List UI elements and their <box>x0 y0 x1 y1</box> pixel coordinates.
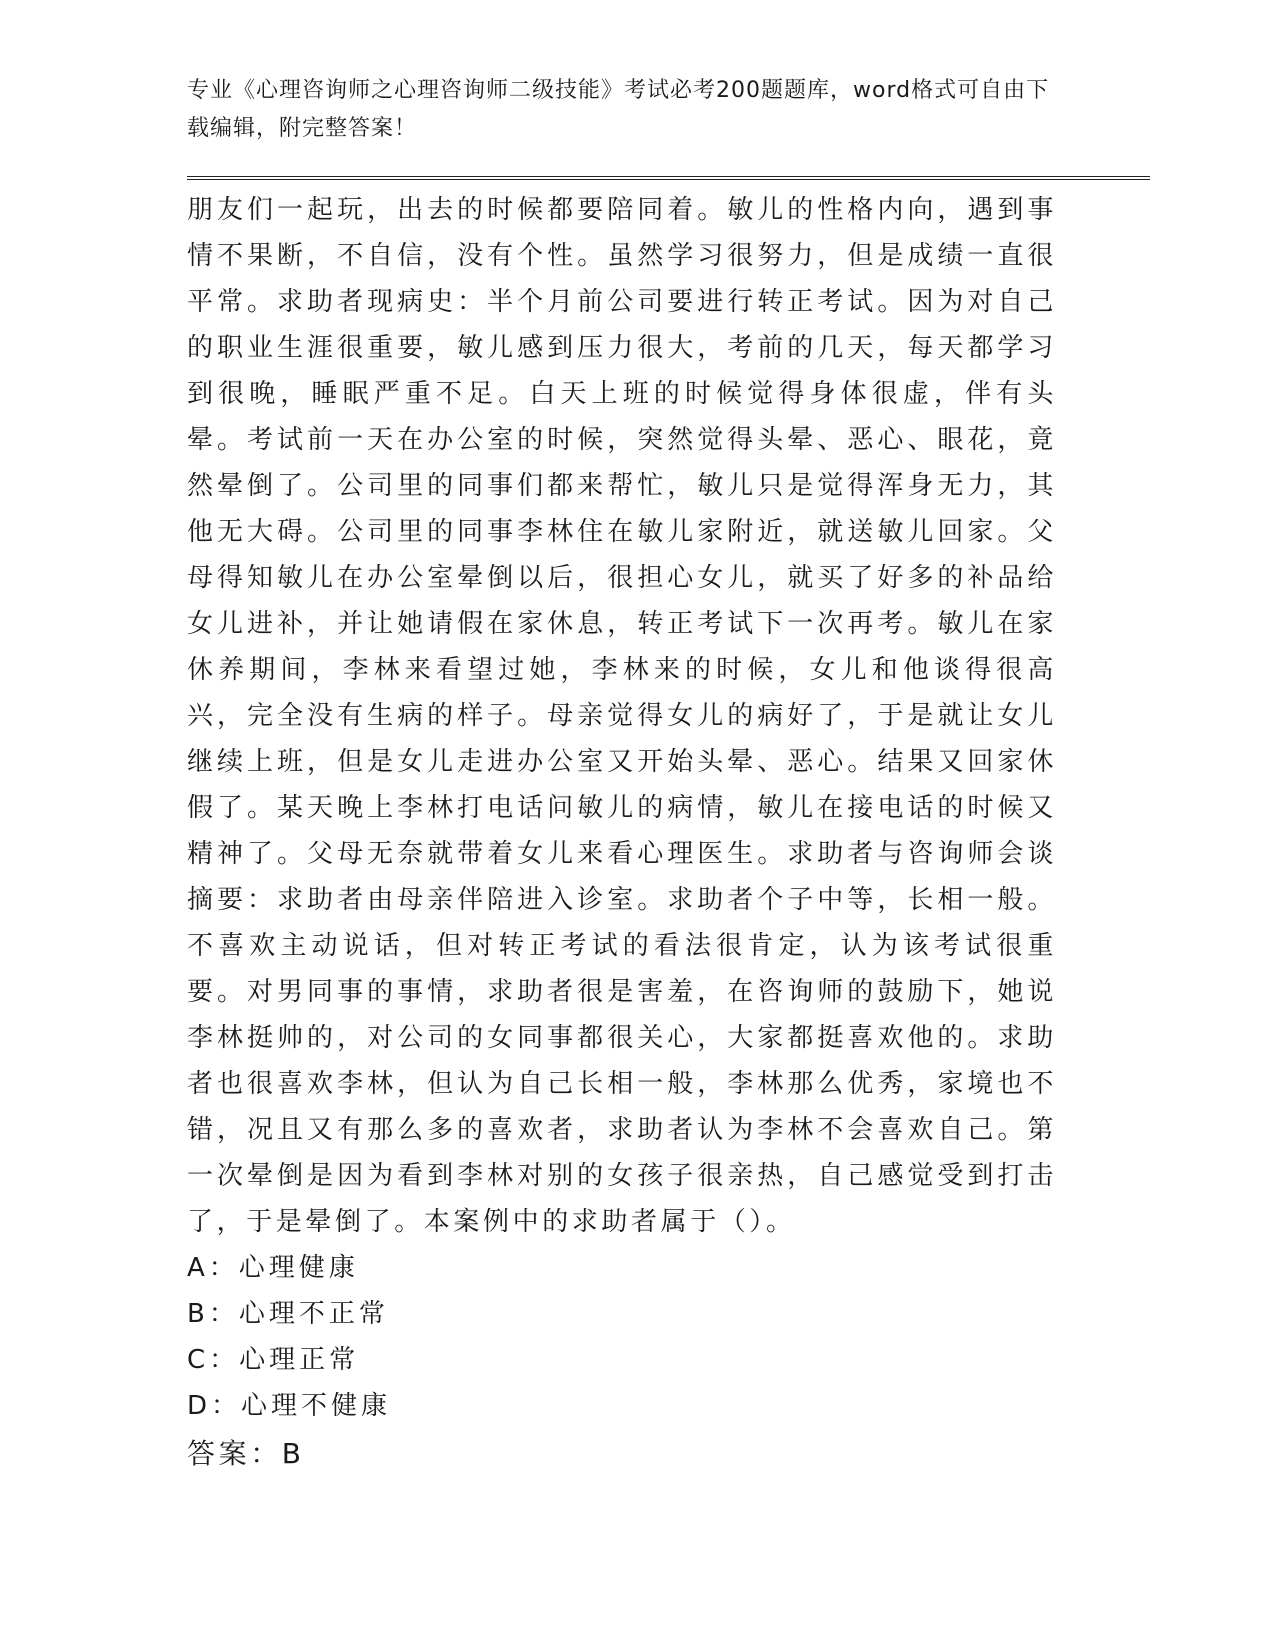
question-body <box>187 187 1057 1477</box>
page-header: 专业《心理咨询师之心理咨询师二级技能》考试必考200题题库，word格式可自由下载编辑，附完整答案！ <box>187 78 1050 141</box>
option-d: D：心理不健康 <box>187 1391 392 1421</box>
answer-line: 答案：B <box>187 1437 305 1470</box>
question-passage: 朋友们一起玩，出去的时候都要陪同着。敏儿的性格内向，遇到事情不果断，不自信，没有个性。虽然学习很努力，但是成绩一直很平常。求助者现病史：半个月前公司要进行转正考试。因为对自己的职业生涯很重要，敏儿感到压力很大，考前的几天，每天都学习到很晚，睡眠严重不足。白天上班的时候觉得身体很虚，伴有头晕。考试前一天在办公室的时候，突然觉得头晕、恶心、眼花，竟然晕倒了。公司里的同事们都来帮忙，敏儿只是觉得浑身无力，其他无大碍。公司里的同事李林住在敏儿家附近，就送敏儿回家。父母得知敏儿在办公室晕倒以后，很担心女儿，就买了好多的补品给女儿进补，并让她请假在家休息，转正考试下一次再考。敏儿在家休养期间，李林来看望过她，李林来的时候，女儿和他谈得很高兴，完全没有生病的样子。母亲觉得女儿的病好了，于是就让女儿继续上班，但是女儿走进办公室又开始头晕、恶心。结果又回家休假了。某天晚上李林打电话问敏儿的病情，敏儿在接电话的时候又精神了。父母无奈就带着女儿来看心理医生。求助者与咨询师会谈摘要：求助者由母亲伴陪进入诊室。求助者个子中等，长相一般。不喜欢主动说话，但对转正考试的看法很肯定，认为该考试很重要。对男同事的事情，求助者很是害羞，在咨询师的鼓励下，她说李林挺帅的，对公司的女同事都很关心，大家都挺喜欢他的。求助者也很喜欢李林，但认为自己长相一般，李林那么优秀，家境也不错，况且又有那么多的喜欢者，求助者认为李林不会喜欢自己。第一次晕倒是因为看到李林对别的女孩子很亲热，自己感觉受到打击了，于是晕倒了。本案例中的求助者属于（）。 <box>187 195 1057 1237</box>
option-a: A：心理健康 <box>187 1253 359 1283</box>
option-c: C：心理正常 <box>187 1345 360 1375</box>
header-divider <box>187 176 1150 180</box>
option-b: B：心理不正常 <box>187 1299 389 1329</box>
